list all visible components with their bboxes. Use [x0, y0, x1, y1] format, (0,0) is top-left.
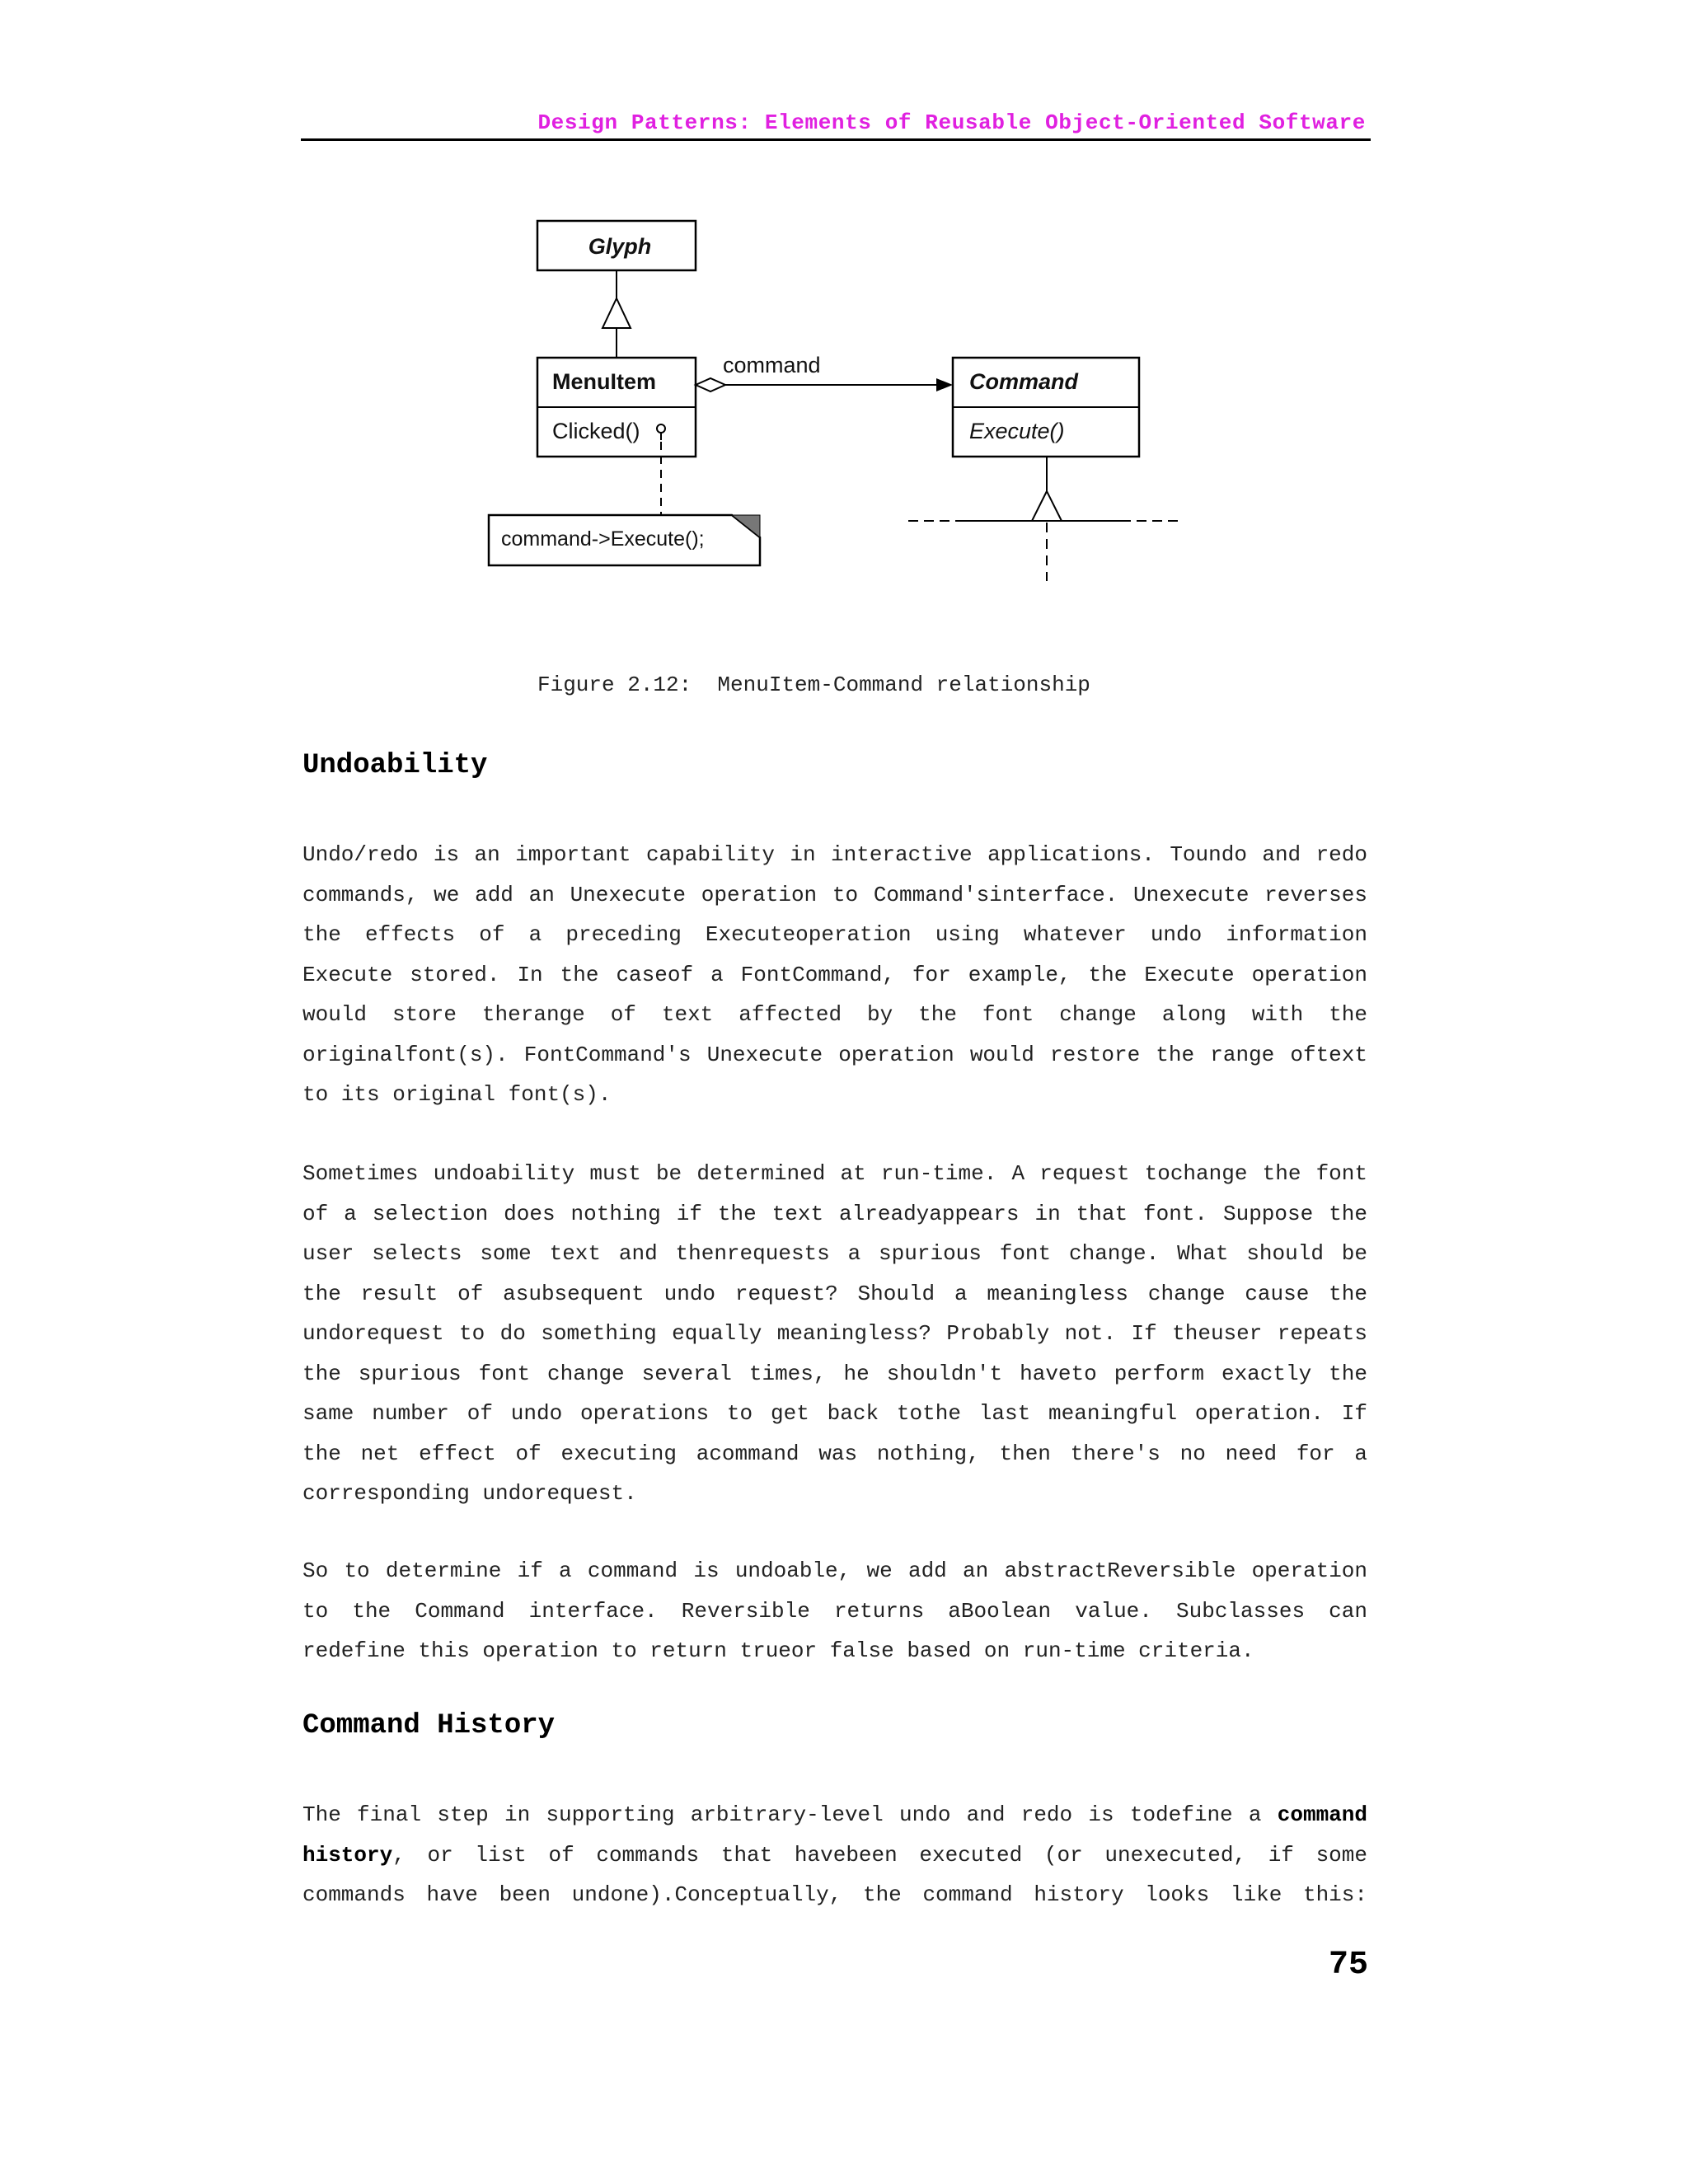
- command-class-box: [953, 358, 1139, 457]
- text-line: Sometimes undoability must be determined at run-time. A request tochange the font: [302, 1161, 1367, 1186]
- paragraph-undoability-1: [302, 835, 1367, 1115]
- command-operation: Execute(): [969, 419, 1065, 443]
- text-line: corresponding undorequest.: [302, 1481, 637, 1506]
- text-run: , or list of commands that havebeen executed (or unexecuted, if some: [392, 1842, 1367, 1868]
- text-line: Undo/redo is an important capability in interactive applications. Toundo and redo: [302, 842, 1367, 867]
- section-heading-command-history: Command History: [302, 1710, 556, 1741]
- term-history: history: [302, 1842, 393, 1868]
- text-line: user selects some text and thenrequests a spurious font change. What should be: [302, 1241, 1367, 1266]
- inheritance-arrow-menuitem-glyph: [603, 270, 631, 358]
- command-class-name: Command: [969, 369, 1079, 394]
- menuitem-class-name: MenuItem: [552, 369, 657, 394]
- text-line: the effects of a preceding Executeoperation using whatever undo information: [302, 922, 1367, 947]
- running-header: Design Patterns: Elements of Reusable Object-Oriented Software: [537, 110, 1366, 135]
- text-line: [302, 1795, 1367, 1835]
- implementation-note: [489, 515, 760, 565]
- text-line: of a selection does nothing if the text alreadyappears in that font. Suppose the: [302, 1201, 1367, 1226]
- paragraph-command-history: [302, 1795, 1367, 1915]
- text-line: undorequest to do something equally meaningless? Probably not. If theuser repeats: [302, 1321, 1367, 1346]
- uml-figure: [0, 0, 1688, 659]
- menuitem-operation: Clicked(): [552, 419, 640, 443]
- text-line: So to determine if a command is undoable, we add an abstractReversible operation: [302, 1558, 1367, 1583]
- note-text: command->Execute();: [501, 527, 705, 551]
- text-line: originalfont(s). FontCommand's Unexecute operation would restore the range oftext: [302, 1042, 1367, 1067]
- text-line: to the Command interface. Reversible returns aBoolean value. Subclasses can: [302, 1598, 1367, 1624]
- text-line: the spurious font change several times, he shouldn't haveto perform exactly the: [302, 1361, 1367, 1386]
- text-line: same number of undo operations to get back tothe last meaningful operation. If: [302, 1401, 1367, 1426]
- text-line: commands have been undone).Conceptually, the command history looks like this:: [302, 1882, 1367, 1907]
- text-line: commands, we add an Unexecute operation to Command'sinterface. Unexecute reverses: [302, 882, 1367, 907]
- text-run: The final step in supporting arbitrary-level undo and redo is todefine a: [302, 1802, 1278, 1827]
- command-subclass-inheritance: [908, 457, 1182, 581]
- association-label: command: [723, 353, 821, 377]
- glyph-class-name: Glyph: [588, 234, 652, 259]
- text-line: [302, 1835, 1367, 1876]
- term-command: command: [1277, 1802, 1367, 1827]
- figure-caption: Figure 2.12: MenuItem-Command relationship: [537, 673, 1090, 697]
- section-heading-undoability: Undoability: [302, 750, 488, 781]
- glyph-class-box: [537, 221, 696, 270]
- text-line: the net effect of executing acommand was nothing, then there's no need for a: [302, 1441, 1367, 1466]
- paragraph-undoability-3: [302, 1551, 1367, 1671]
- page-number: 75: [1328, 1947, 1368, 1984]
- text-line: redefine this operation to return trueor false based on run-time criteria.: [302, 1638, 1254, 1663]
- command-association: [696, 353, 953, 391]
- text-line: would store therange of text affected by the font change along with the: [302, 1002, 1367, 1027]
- text-line: Execute stored. In the caseof a FontCommand, for example, the Execute operation: [302, 962, 1367, 987]
- paragraph-undoability-2: [302, 1154, 1367, 1514]
- text-line: the result of asubsequent undo request? Should a meaningless change cause the: [302, 1281, 1367, 1306]
- text-line: to its original font(s).: [302, 1082, 612, 1107]
- menuitem-class-box: [537, 358, 696, 457]
